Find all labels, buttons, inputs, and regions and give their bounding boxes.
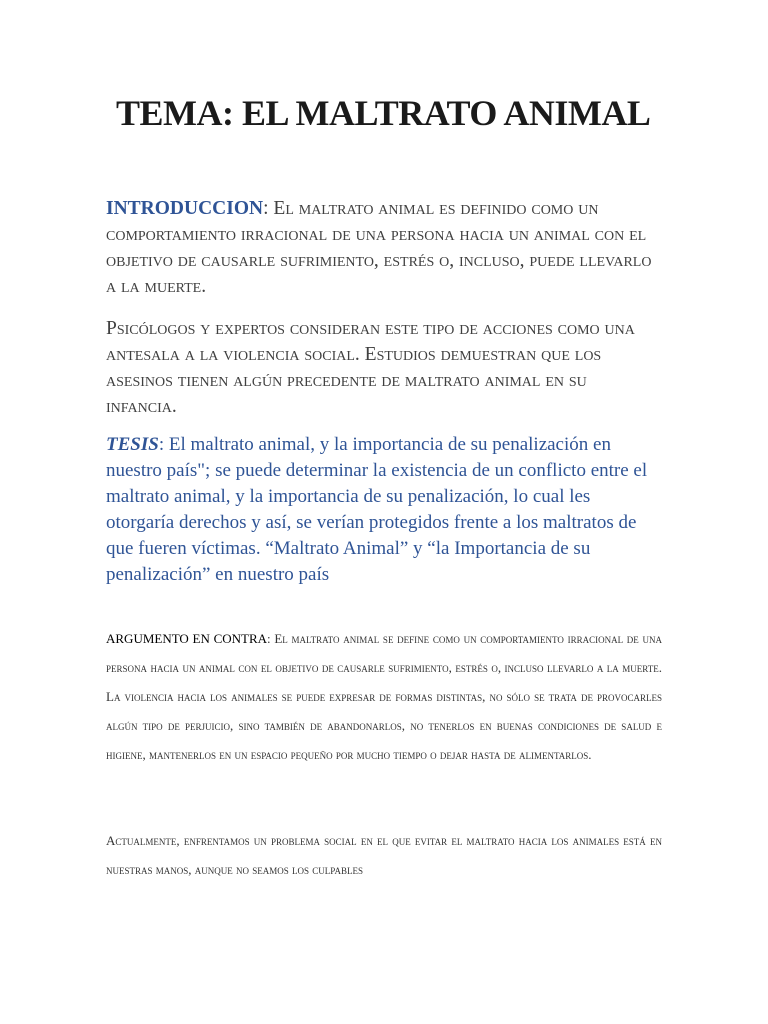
argument-continuation-paragraph: Actualmente, enfrentamos un problema social en el que evitar el maltrato hacia los animales está en nuestras manos, aunque no seamos los culpables bbox=[106, 833, 662, 877]
introduction-paragraph bbox=[106, 196, 662, 300]
introduction-label: INTRODUCCION bbox=[106, 198, 264, 219]
argument-against-label: ARGUMENTO EN CONTRA bbox=[106, 631, 268, 646]
thesis-label: TESIS bbox=[106, 434, 159, 455]
argument-against-text: : El maltrato animal se define como un comportamiento irracional de una persona hacia un animal con el objetivo de causarle sufrimiento, estrés o, incluso llevarlo a la muerte. La violencia hacia los animales se puede expresar de formas distintas, no sólo se trata de provocarles algún tipo de perjuicio, sino también de abandonarlos, no tenerlos en buenas condiciones de salud e higiene, mantenerlos en un espacio pequeño por mucho tiempo o dejar hasta de alimentarlos. bbox=[106, 631, 662, 762]
psychologists-paragraph: Psicólogos y expertos consideran este tipo de acciones como una antesala a la violencia social. Estudios demuestran que los asesinos tienen algún precedente de maltrato animal en su infancia. bbox=[106, 318, 635, 417]
thesis-text: : El maltrato animal, y la importancia de su penalización en nuestro país"; se puede determinar la existencia de un conflicto entre el maltrato animal, y la importancia de su penalización, lo cual les otorgaría derechos y así, se verían protegidos frente a los maltratos de que fueren víctimas. “Maltrato Animal” y “la Importancia de su penalización” en nuestro país bbox=[106, 434, 648, 585]
argument-against-paragraph bbox=[106, 624, 662, 769]
introduction-text: : El maltrato animal es definido como un comportamiento irracional de una persona hacia un animal con el objetivo de causarle sufrimiento, estrés o, incluso, puede llevarlo a la muerte. bbox=[106, 198, 652, 297]
thesis-paragraph bbox=[106, 432, 662, 588]
document-title: TEMA: EL MALTRATO ANIMAL bbox=[116, 93, 651, 133]
